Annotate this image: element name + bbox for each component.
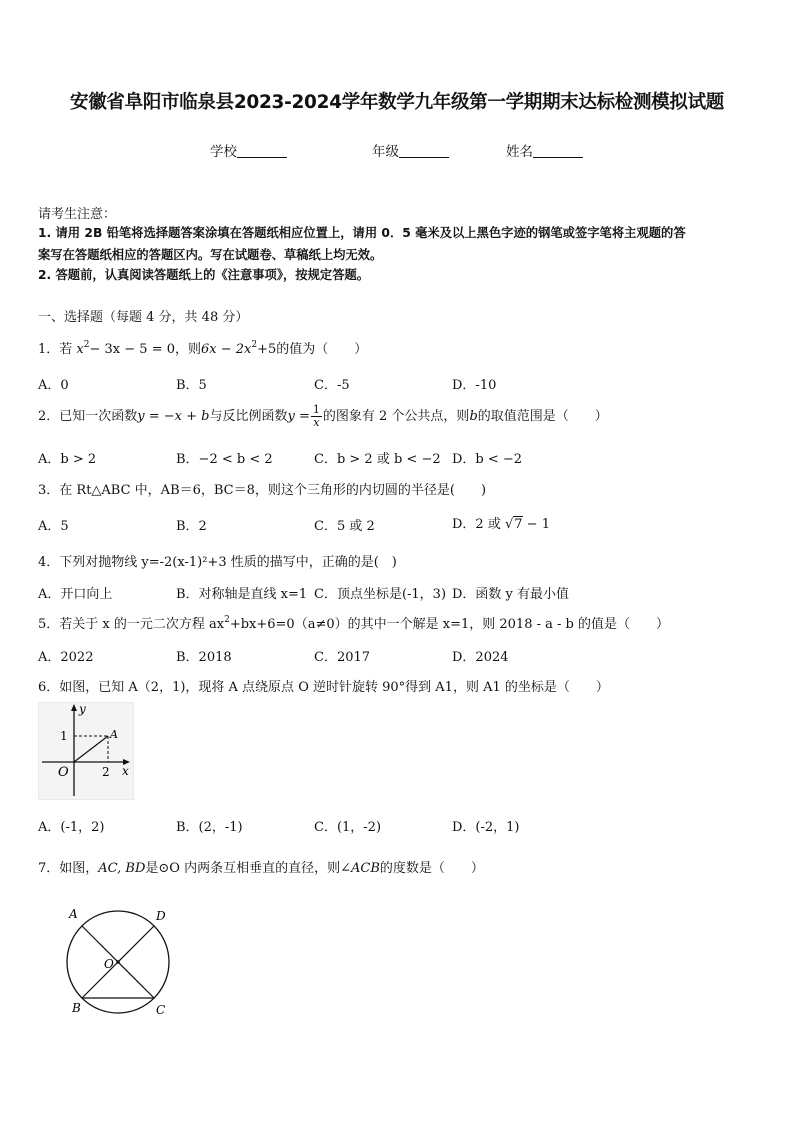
- q7-center-dot: [116, 960, 120, 964]
- q6-figure-frame: [38, 702, 134, 800]
- q5-option-b[interactable]: B．2018: [176, 650, 232, 665]
- question-6-stem: 6．如图，已知 A（2，1)，现将 A 点绕原点 O 逆时针旋转 90°得到 A1，则 A1 的坐标是（ ）: [38, 680, 609, 695]
- q1-eq-var: x: [76, 342, 84, 357]
- q4-option-b[interactable]: B．对称轴是直线 x=1: [176, 587, 308, 602]
- q7-circle-figure: [60, 902, 180, 1022]
- q5-option-a[interactable]: A．2022: [38, 650, 94, 665]
- q6-origin-label: O: [58, 765, 69, 780]
- name-field[interactable]: [506, 140, 583, 160]
- q7-label-a: A: [69, 907, 78, 921]
- question-2-stem: 2．已知一次函数y = −x + b与反比例函数y = $\frac{1}{x}$ 的图象有 2 个公共点，则b的取值范围是（ ）: [38, 403, 608, 429]
- school-field[interactable]: [210, 140, 287, 160]
- q1-option-c[interactable]: C．-5: [314, 378, 350, 393]
- q3-option-c[interactable]: C．5 或 2: [314, 519, 375, 534]
- q6-tick-1: 1: [60, 729, 68, 743]
- q4-option-d[interactable]: D．函数 y 有最小值: [452, 587, 570, 602]
- q2-fraction: $\frac{1}{x}$: [312, 403, 320, 429]
- question-5-stem: 5．若关于 x 的一元二次方程 $ax^2+bx+6=0(a\ne 0)$的其中一个解是 x=1，则 2018 - a - b 的值是（ ）: [38, 615, 669, 632]
- grade-field[interactable]: [372, 140, 449, 160]
- name-blank[interactable]: [533, 143, 583, 158]
- q4-option-a[interactable]: A．开口向上: [38, 587, 113, 602]
- question-7-stem: 7．如图，AC, BD是⊙O 内两条互相垂直的直径，则∠ACB的度数是（ ）: [38, 861, 484, 876]
- notice-item-1-cont: 案写在答题纸相应的答题区内。写在试题卷、草稿纸上均无效。: [38, 248, 383, 262]
- q6-y-label: y: [79, 702, 86, 716]
- notice-heading: 请考生注意：: [38, 207, 117, 222]
- q2-linear-fn: y = −x + b: [137, 409, 210, 424]
- q7-label-d: D: [156, 909, 166, 923]
- q6-option-d[interactable]: D．(-2，1): [452, 820, 520, 835]
- q1-eq-rest: − 3x − 5 = 0: [89, 342, 175, 357]
- q6-option-a[interactable]: A．(-1，2): [38, 820, 105, 835]
- q6-x-label: x: [122, 764, 129, 778]
- q2-option-a[interactable]: A．b > 2: [38, 452, 97, 467]
- q4-option-c[interactable]: C．顶点坐标是(-1，3): [314, 587, 447, 602]
- q6-option-c[interactable]: C．(1，-2): [314, 820, 382, 835]
- q1-expr: 6x − 2x: [201, 342, 252, 357]
- q7-label-o: O: [104, 957, 114, 971]
- school-blank[interactable]: [237, 143, 287, 158]
- page-title: 安徽省阜阳市临泉县2023-2024学年数学九年级第一学期期末达标检测模拟试题: [70, 92, 724, 113]
- q2-option-c[interactable]: C．b > 2 或 b < −2: [314, 452, 441, 467]
- q1-option-b[interactable]: B．5: [176, 378, 207, 393]
- grade-blank[interactable]: [399, 143, 449, 158]
- name-label: 姓名: [506, 144, 533, 160]
- q7-angle: ∠ACB: [340, 861, 380, 876]
- section-heading: 一、选择题（每题 4 分，共 48 分）: [38, 310, 249, 325]
- q6-coordinate-figure: [38, 702, 134, 800]
- q3-sqrt: 7: [514, 517, 523, 532]
- q7-diameters: AC, BD: [98, 861, 146, 876]
- grade-label: 年级: [372, 144, 399, 160]
- q2-option-b[interactable]: B．−2 < b < 2: [176, 452, 273, 467]
- notice-item-2: 2. 答题前，认真阅读答题纸上的《注意事项》，按规定答题。: [38, 268, 370, 282]
- q7-label-c: C: [156, 1003, 166, 1017]
- school-label: 学校: [210, 144, 237, 160]
- question-1-stem: 1．若 $x^2- 3x - 5 = 0$，则$6x - 2x^2+5$的值为（ ）: [38, 340, 368, 357]
- q6-point-a: A: [110, 728, 118, 741]
- q5-option-d[interactable]: D．2024: [452, 650, 509, 665]
- notice-item-1: 1. 请用 2B 铅笔将选择题答案涂填在答题纸相应位置上，请用 0．5 毫米及以上黑色字迹的钢笔或签字笔将主观题的答: [38, 226, 686, 240]
- q7-label-b: B: [72, 1001, 81, 1015]
- q6-tick-2: 2: [102, 765, 110, 779]
- question-3-stem: 3．在 Rt△ABC 中，AB＝6，BC＝8，则这个三角形的内切圆的半径是( ): [38, 483, 487, 498]
- q3-option-a[interactable]: A．5: [38, 519, 69, 534]
- q3-option-b[interactable]: B．2: [176, 519, 207, 534]
- q3-option-d[interactable]: D．2 或 √7 − 1: [452, 517, 550, 532]
- q1-option-a[interactable]: A．0: [38, 378, 69, 393]
- q6-option-b[interactable]: B．(2，-1): [176, 820, 243, 835]
- question-4-stem: 4．下列对抛物线 y=-2(x-1)²+3 性质的描写中，正确的是( ): [38, 555, 397, 570]
- q2-option-d[interactable]: D．b < −2: [452, 452, 523, 467]
- q1-option-d[interactable]: D．-10: [452, 378, 497, 393]
- q5-option-c[interactable]: C．2017: [314, 650, 371, 665]
